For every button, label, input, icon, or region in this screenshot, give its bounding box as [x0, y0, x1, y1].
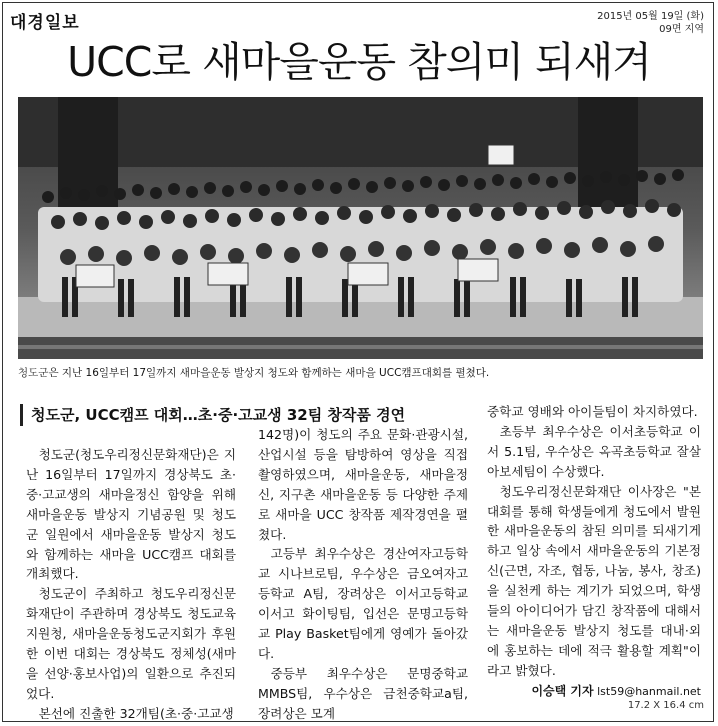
caption-text: 은 지난 16일부터 17일까지 새마을운동 발상지 청도와 함께하는 새마을 UCC캠프대회를 펼쳤다.	[48, 367, 490, 379]
article-column-1	[26, 445, 236, 724]
byline	[487, 684, 701, 699]
paragraph: 청도군이 주최하고 청도우리정신문화재단이 주관하며 경상북도 청도교육지원청, 새마을운동청도군지회가 후원한 이번 대회는 경상북도 정체성(새마을 선양·홍보사업)의 일환으로 추진되었다.	[26, 586, 236, 701]
dateline	[597, 10, 704, 36]
paragraph: 142명)이 청도의 주요 문화·관광시설, 산업시설 등을 탐방하여 영상을 직접 촬영하였으며, 새마을운동, 새마을정신, 지구촌 새마을운동 등 다양한 주제로 새마을 UCC 창작품 제작경연을 펼쳤다.	[258, 427, 468, 542]
paragraph: 청도군(청도우리정신문화재단)은 지난 16일부터 17일까지 경상북도 초·중·고교생의 새마을정신 함양을 위해 새마을운동 발상지 기념공원 및 청도군 일원에서 새마을운동 발상지 청도와 함께하는 새마을 UCC캠프 대회를 개최했다.	[26, 447, 236, 582]
headline: UCC로 새마을운동 참의미 되새겨	[67, 38, 651, 86]
group-photo-illustration	[18, 97, 703, 359]
page-section: 09면 지역	[659, 24, 704, 35]
subheadline: 청도군, UCC캠프 대회…초·중·고교생 32팀 창작품 경연	[20, 404, 468, 426]
reporter-email: lst59@hanmail.net	[597, 685, 701, 698]
paragraph: 본선에 진출한 32개팀(초·중·고교생	[38, 705, 234, 721]
reporter-name: 이승택 기자	[531, 684, 594, 698]
clipping-size: 17.2 X 16.4 cm	[627, 700, 704, 711]
publication-date: 2015년 05월 19일 (화)	[597, 11, 704, 22]
group-photo	[18, 97, 703, 359]
paragraph: 고등부 최우수상은 경산여자고등학교 시나브로팀, 우수상은 금오여자고등학교 A팀, 장려상은 이서고등학교 이서고 화이팅팀, 입선은 문명고등학교 Play Basket팀에게 영예가 돌아갔다.	[258, 546, 468, 661]
paragraph: 중등부 최우수상은 문명중학교 MMBS팀, 우수상은 금천중학교a팀, 장려상은 모계	[258, 665, 468, 721]
article-column-3	[487, 402, 701, 681]
newspaper-masthead: 대경일보	[10, 13, 80, 33]
caption-county: 청도군	[18, 367, 49, 379]
photo-caption	[18, 366, 703, 380]
article-column-2	[258, 425, 468, 724]
paragraph: 청도우리정신문화재단 이사장은 "본 대회를 통해 학생들에게 청도에서 발원한 새마을운동의 참된 의미를 되새기게 하고 일상 속에서 새마을운동의 기본정신(근면, 자조, 협동, 나눔, 봉사, 창조)을 실천케 하는 계기가 되었으며, 학생들의 아이디어가 담긴 창작품에 대해서는 새마을운동 발상지 청도를 대내·외에 홍보하는 데에 적극 활용할 계획"이라고 밝혔다.	[487, 483, 701, 678]
paragraph: 중학교 영배와 아이들팀이 차지하였다.	[487, 404, 698, 419]
paragraph: 초등부 최우수상은 이서초등학교 이서 5.1팀, 우수상은 옥곡초등학교 잘살아보세팀이 수상했다.	[487, 423, 701, 479]
